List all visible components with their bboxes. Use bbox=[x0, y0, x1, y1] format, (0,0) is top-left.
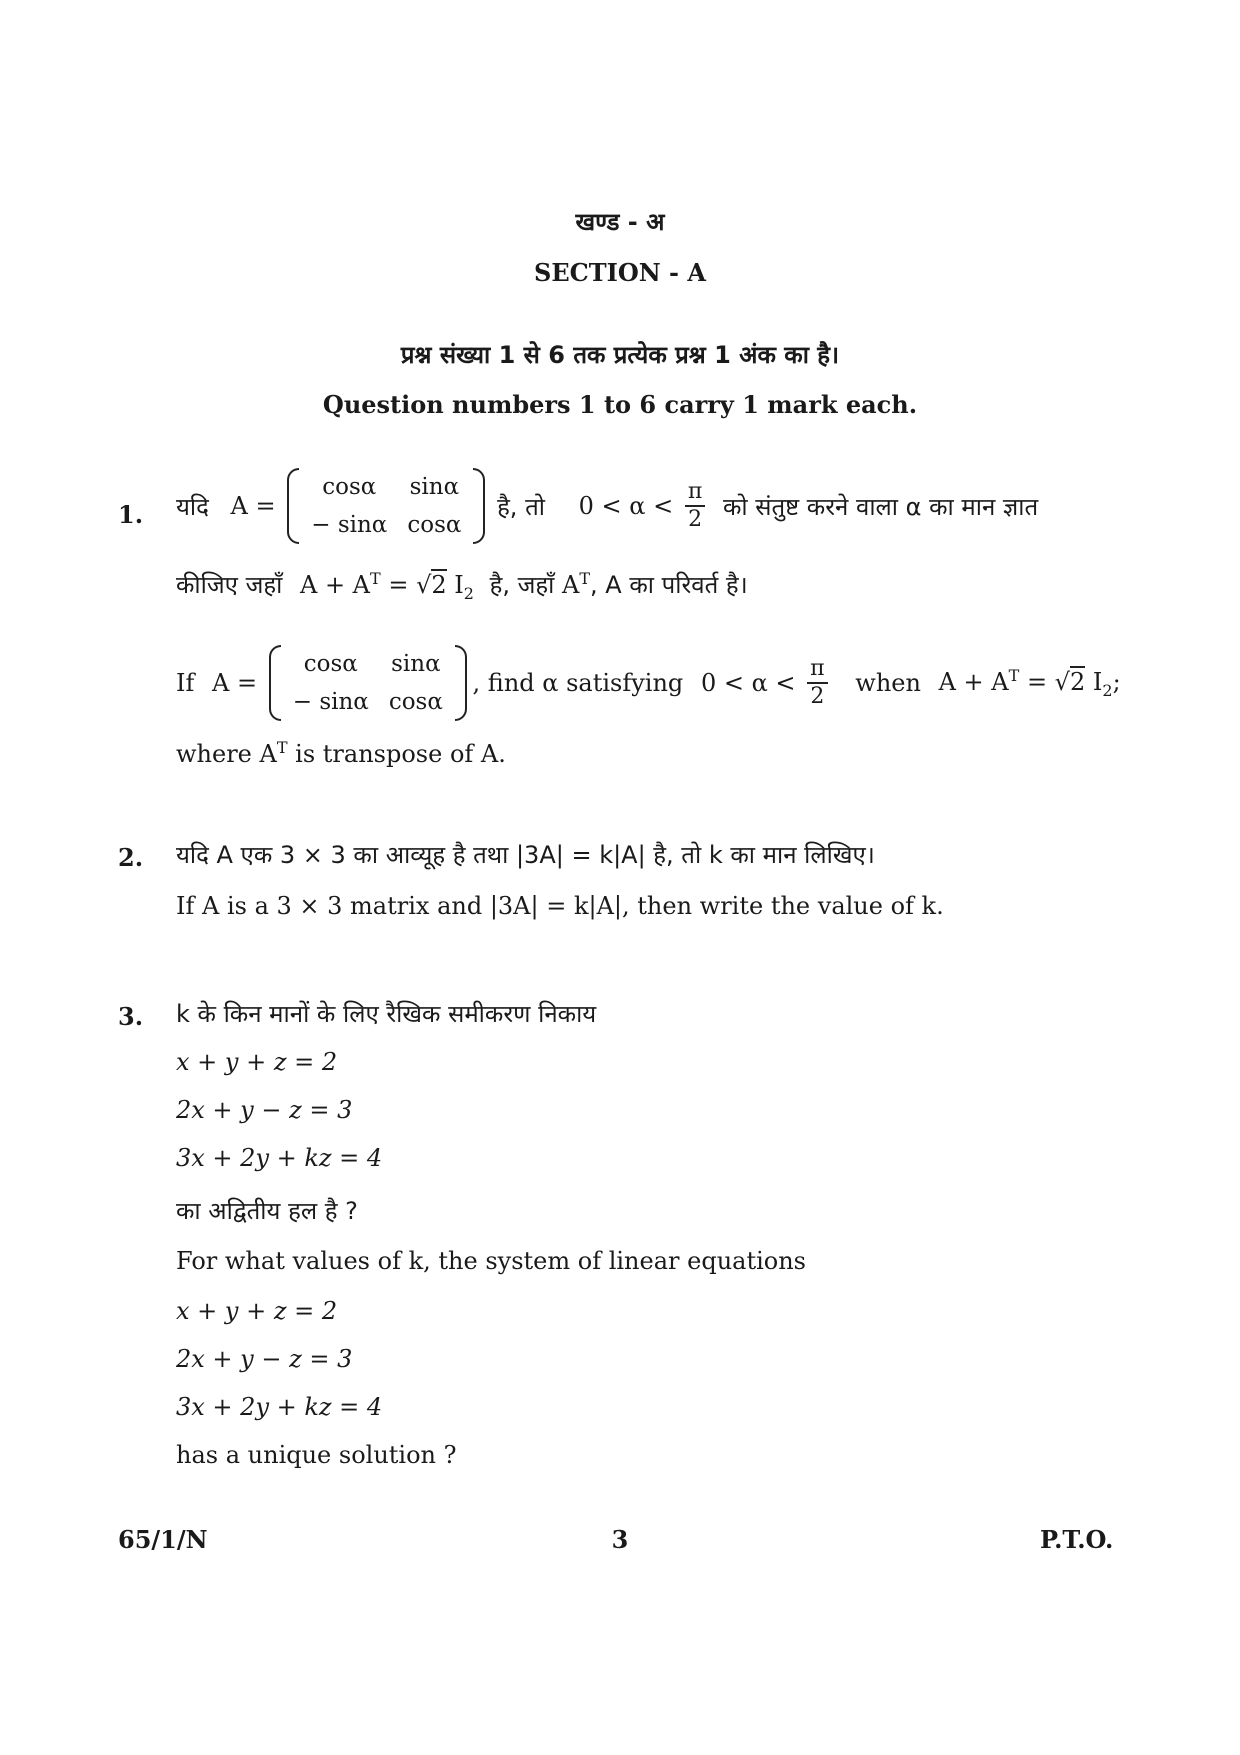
q1-hindi-rest: को संतुष्ट करने वाला α का मान ज्ञात bbox=[722, 492, 1039, 521]
q1-hindi-then: है, तो bbox=[497, 492, 545, 521]
q1-matrix-label: A = bbox=[230, 492, 276, 520]
q2-hindi: यदि A एक 3 × 3 का आव्यूह है तथा |3A| = k|A| है, तो k का मान लिखिए। bbox=[176, 841, 875, 869]
question-number-2: 2. bbox=[118, 843, 144, 872]
q3-hindi-end: का अद्वितीय हल है ? bbox=[176, 1197, 358, 1225]
please-turn-over: P.T.O. bbox=[1040, 1525, 1114, 1554]
q3-english-intro: For what values of k, the system of linear equations bbox=[176, 1247, 806, 1275]
q3-english-equation-1: x + y + z = 2 bbox=[176, 1297, 338, 1325]
q3-english-equation-3: 3x + 2y + kz = 4 bbox=[176, 1393, 383, 1421]
instruction-hindi: प्रश्न संख्या 1 से 6 तक प्रत्येक प्रश्न 1 अंक का है। bbox=[400, 341, 840, 369]
q2-english: If A is a 3 × 3 matrix and |3A| = k|A|, then write the value of k. bbox=[176, 892, 944, 920]
q1-matrix-english: cosα sinα − sinα cosα bbox=[269, 645, 467, 721]
q3-hindi-equation-3: 3x + 2y + kz = 4 bbox=[176, 1144, 383, 1172]
q1-condition-hindi: 0 < α < bbox=[578, 492, 674, 520]
q1-fraction-pi-2: $\frac{\pi}{2}$ bbox=[685, 479, 705, 533]
q1-hindi-line1 bbox=[176, 468, 1038, 544]
q3-hindi-equation-1: x + y + z = 2 bbox=[176, 1048, 338, 1076]
section-title-english: SECTION - A bbox=[534, 258, 706, 287]
q1-english-line2: where $A^T$ is transpose of A. bbox=[176, 738, 506, 768]
page-number: 3 bbox=[611, 1525, 629, 1554]
q1-hindi-if: यदि bbox=[176, 492, 209, 521]
q3-english-equation-2: 2x + y − z = 3 bbox=[176, 1345, 353, 1373]
section-title-hindi: खण्ड - अ bbox=[575, 208, 665, 236]
question-number-1: 1. bbox=[118, 500, 144, 529]
q1-matrix-hindi: cosα sinα − sinα cosα bbox=[287, 468, 485, 544]
q1-english-line1: If A = cosα sinα − sinα cosα , find α satisfying 0 < α < $\frac{\pi}{2}$ when $A + A^T = √2$ $I_2$; bbox=[176, 645, 1121, 721]
q3-hindi-intro: k के किन मानों के लिए रैखिक समीकरण निकाय bbox=[176, 1000, 597, 1028]
paper-code: 65/1/N bbox=[118, 1525, 208, 1554]
question-number-3: 3. bbox=[118, 1002, 144, 1031]
instruction-english: Question numbers 1 to 6 carry 1 mark each. bbox=[322, 390, 918, 419]
q1-hindi-line2: कीजिए जहाँ $A + A^T = √2$ $I_2$ है, जहाँ $A^T$, A का परिवर्त है। bbox=[176, 569, 748, 603]
q3-hindi-equation-2: 2x + y − z = 3 bbox=[176, 1096, 353, 1124]
q3-english-end: has a unique solution ? bbox=[176, 1441, 457, 1469]
q1-fraction-pi-2-english: $\frac{\pi}{2}$ bbox=[807, 656, 827, 710]
